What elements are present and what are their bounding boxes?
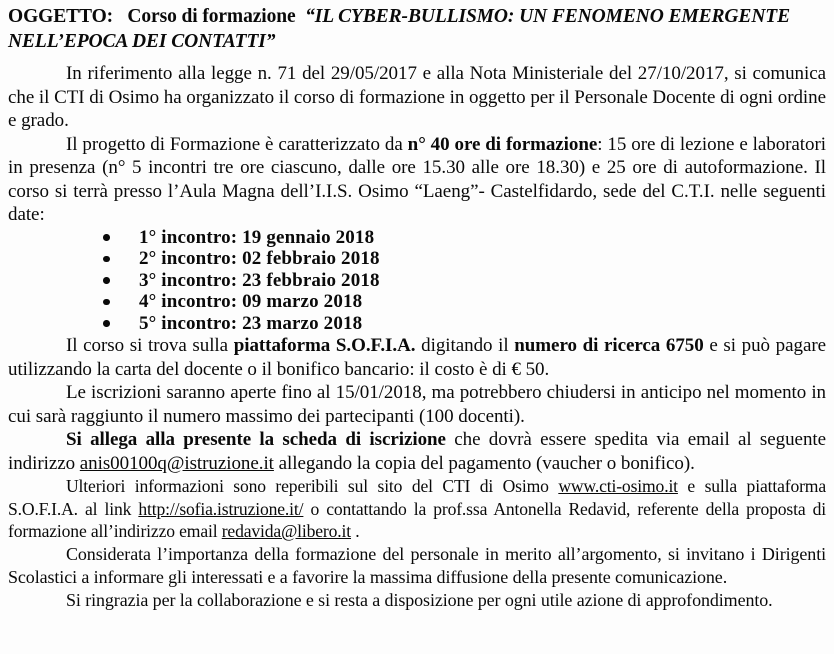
paragraph-attachment-text2: allegando la copia del pagamento (vaucher o bonifico). bbox=[273, 452, 695, 474]
paragraph-moreinfo-text4: . bbox=[351, 521, 360, 541]
bullet-icon bbox=[103, 299, 110, 306]
subject-title-line1: “IL CYBER-BULLISMO: UN FENOMENO EMERGENTE bbox=[305, 6, 791, 27]
paragraph-attachment-text1: che dovrà essere spedita via email al seguente indirizzo bbox=[8, 429, 827, 474]
list-item bbox=[8, 227, 826, 249]
referent-email-link[interactable]: redavida@libero.it bbox=[221, 521, 351, 541]
meeting-dates-list bbox=[8, 227, 826, 335]
list-item bbox=[8, 291, 826, 313]
subject-label: OGGETTO: bbox=[8, 6, 114, 27]
meeting-date-label: 5° incontro: 23 marzo 2018 bbox=[139, 312, 363, 334]
paragraph-diffusion bbox=[8, 543, 826, 589]
paragraph-project-hours-bold: n° 40 ore di formazione bbox=[407, 133, 598, 155]
bullet-icon bbox=[103, 320, 110, 327]
list-item bbox=[8, 248, 826, 270]
bullet-icon bbox=[103, 256, 110, 263]
paragraph-moreinfo bbox=[8, 475, 826, 543]
bullet-icon bbox=[103, 277, 110, 284]
paragraph-project-text2: : 15 ore di lezione e laboratori in presenza (n° 5 incontri tre ore ciascuno, dalle ore 15.30 alle ore 18.30) e 25 ore di autoformazione. Il corso si terrà presso l’Aula Magna dell’I.I.S. Osimo “Laeng”- Castelfidardo, sede del C.T.I. nelle seguenti date: bbox=[8, 133, 826, 225]
paragraph-sofia-text3: e si può pagare utilizzando la carta del docente o il bonifico bancario: il costo è di € 50. bbox=[8, 335, 826, 380]
bullet-icon bbox=[103, 234, 110, 241]
paragraph-sofia-text1: Il corso si trova sulla bbox=[66, 335, 234, 356]
paragraph-moreinfo-text1: Ulteriori informazioni sono reperibili sul sito del CTI di Osimo bbox=[66, 476, 559, 496]
paragraph-thanks-text: Si ringrazia per la collaborazione e si resta a disposizione per ogni utile azione di approfondimento. bbox=[66, 589, 773, 610]
meeting-date-label: 1° incontro: 19 gennaio 2018 bbox=[139, 226, 375, 248]
subject-lead: Corso di formazione bbox=[127, 6, 296, 27]
paragraph-project-text1: Il progetto di Formazione è caratterizzato da bbox=[66, 133, 408, 155]
subject-title-line2: NELL’EPOCA DEI CONTATTI” bbox=[8, 31, 276, 52]
meeting-date-label: 2° incontro: 02 febbraio 2018 bbox=[139, 248, 380, 269]
paragraph-sofia bbox=[8, 334, 826, 381]
paragraph-attachment bbox=[8, 428, 826, 475]
paragraph-moreinfo-text2: e sulla piattaforma S.O.F.I.A. al link bbox=[8, 476, 826, 519]
paragraph-deadline-text: Le iscrizioni saranno aperte fino al 15/01/2018, ma potrebbero chiudersi in anticipo nel momento in cui sarà raggiunto il numero massimo dei partecipanti (100 docenti). bbox=[8, 382, 826, 427]
meeting-date-label: 3° incontro: 23 febbraio 2018 bbox=[139, 269, 380, 291]
paragraph-diffusion-text: Considerata l’importanza della formazione del personale in merito all’argomento, si invitano i Dirigenti Scolastici a informare gli interessati e a favorire la massima diffusione della presente comunicazione. bbox=[8, 543, 826, 587]
sofia-platform-link[interactable]: http://sofia.istruzione.it/ bbox=[138, 498, 304, 519]
paragraph-project bbox=[8, 133, 826, 227]
paragraph-deadline bbox=[8, 381, 826, 428]
paragraph-attachment-bold: Si allega alla presente la scheda di iscrizione bbox=[66, 429, 446, 450]
paragraph-intro bbox=[8, 62, 826, 133]
subject-heading bbox=[8, 4, 826, 54]
paragraph-sofia-searchcode-bold: numero di ricerca 6750 bbox=[514, 335, 704, 356]
paragraph-sofia-platform-bold: piattaforma S.O.F.I.A. bbox=[233, 335, 416, 356]
enrollment-email-link[interactable]: anis00100q@istruzione.it bbox=[79, 452, 274, 474]
paragraph-sofia-text2: digitando il bbox=[415, 335, 515, 356]
meeting-date-label: 4° incontro: 09 marzo 2018 bbox=[139, 291, 363, 312]
cti-website-link[interactable]: www.cti-osimo.it bbox=[558, 476, 678, 496]
paragraph-intro-text: In riferimento alla legge n. 71 del 29/05/2017 e alla Nota Ministeriale del 27/10/2017, si comunica che il CTI di Osimo ha organizzato il corso di formazione in oggetto per il Personale Docente di ogni ordine e grado. bbox=[8, 63, 826, 131]
list-item bbox=[8, 270, 826, 292]
list-item bbox=[8, 313, 826, 335]
paragraph-thanks bbox=[8, 589, 826, 612]
paragraph-moreinfo-text3: o contattando la prof.ssa Antonella Redavid, referente della proposta di formazione all’indirizzo email bbox=[8, 498, 826, 541]
